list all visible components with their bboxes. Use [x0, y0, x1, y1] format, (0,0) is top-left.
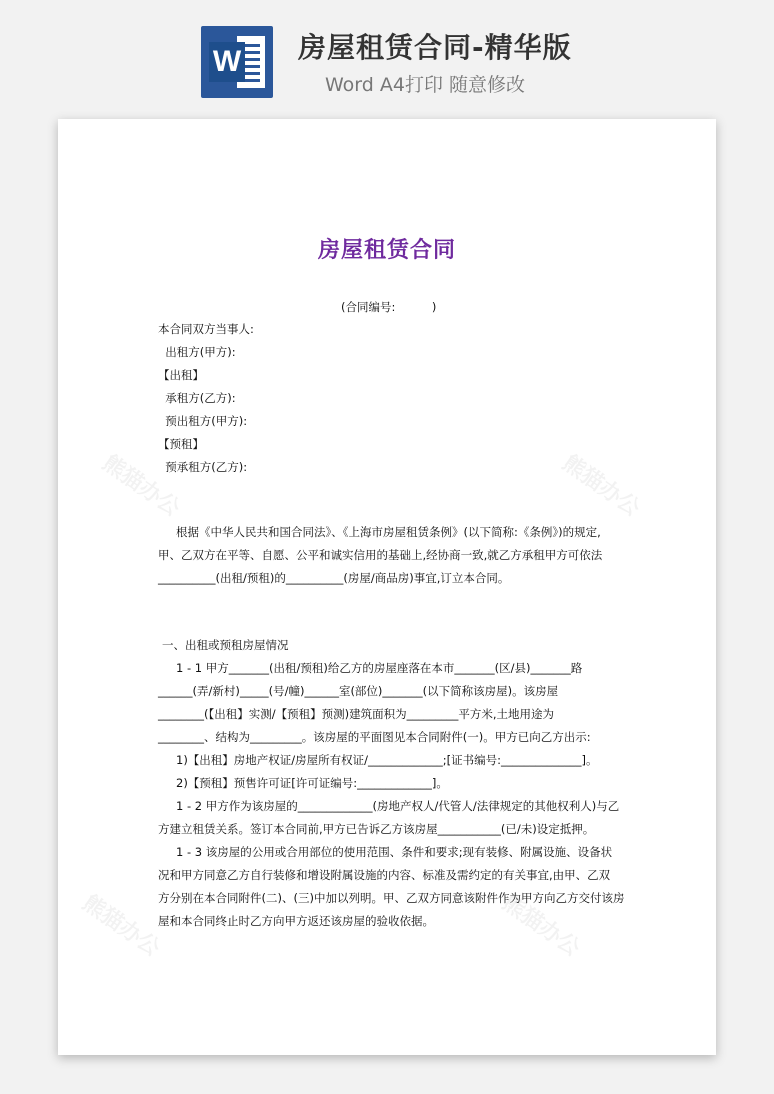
contract-title: 房屋租赁合同 — [317, 238, 456, 263]
section-line: 方建立租赁关系。签订本合同前,甲方已告诉乙方该房屋___________(已/未)设定抵押。 — [158, 822, 595, 836]
watermark: 熊猫办公 — [97, 450, 185, 522]
parties-line: 【出租】 — [158, 368, 204, 382]
word-app-icon — [201, 26, 273, 98]
section-line: 况和甲方同意乙方自行装修和增设附属设施的内容、标准及需约定的有关事宜,由甲、乙双 — [158, 868, 611, 882]
intro-paragraph-line: __________(出租/预租)的__________(房屋/商品房)事宜,订立本合同。 — [158, 571, 510, 585]
document-subheading: Word A4打印 随意修改 — [325, 74, 526, 96]
parties-line: 预出租方(甲方): — [158, 414, 248, 428]
parties-line: 【预租】 — [158, 437, 204, 451]
parties-line: 出租方(甲方): — [158, 345, 236, 359]
section-line: 1)【出租】房地产权证/房屋所有权证/_____________;[证书编号:______________]。 — [176, 753, 598, 767]
intro-paragraph-line: 甲、乙双方在平等、自愿、公平和诚实信用的基础上,经协商一致,就乙方承租甲方可依法 — [158, 548, 603, 562]
contract-number: (合同编号: ) — [341, 300, 437, 314]
section-line: 1 - 1 甲方_______(出租/预租)给乙方的房屋座落在本市_______(区/县)_______路 — [176, 661, 583, 675]
section-line: 1 - 2 甲方作为该房屋的_____________(房地产权人/代管人/法律规定的其他权利人)与乙 — [176, 799, 620, 813]
section-line: 2)【预租】预售许可证[许可证编号:_____________]。 — [176, 776, 448, 790]
intro-paragraph-line: 根据《中华人民共和国合同法》、《上海市房屋租赁条例》(以下简称:《条例》)的规定, — [176, 525, 601, 539]
section-line: ________(【出租】实测/【预租】预测)建筑面积为_________平方米,土地用途为 — [158, 707, 555, 721]
parties-line: 本合同双方当事人: — [158, 322, 254, 336]
section-line: ______(弄/新村)_____(号/幢)______室(部位)_______(以下简称该房屋)。该房屋 — [158, 684, 559, 698]
watermark: 熊猫办公 — [77, 890, 165, 962]
parties-line: 承租方(乙方): — [158, 391, 236, 405]
section-heading: 一、出租或预租房屋情况 — [162, 638, 289, 652]
section-line: 1 - 3 该房屋的公用或合用部位的使用范围、条件和要求;现有装修、附属设施、设备状 — [176, 845, 613, 859]
parties-line: 预承租方(乙方): — [158, 460, 248, 474]
document-heading: 房屋租赁合同-精华版 — [298, 31, 572, 64]
section-line: ________、结构为_________。该房屋的平面图见本合同附件(一)。甲方已向乙方出示: — [158, 730, 591, 744]
watermark: 熊猫办公 — [557, 450, 645, 522]
word-icon-letter: W — [209, 42, 245, 82]
section-line: 方分别在本合同附件(二)、(三)中加以列明。甲、乙双方同意该附件作为甲方向乙方交付该房 — [158, 891, 625, 905]
section-line: 屋和本合同终止时乙方向甲方返还该房屋的验收依据。 — [158, 914, 434, 928]
preview-header — [0, 0, 774, 118]
watermark: 熊猫办公 — [497, 890, 585, 962]
document-page — [58, 119, 716, 1055]
